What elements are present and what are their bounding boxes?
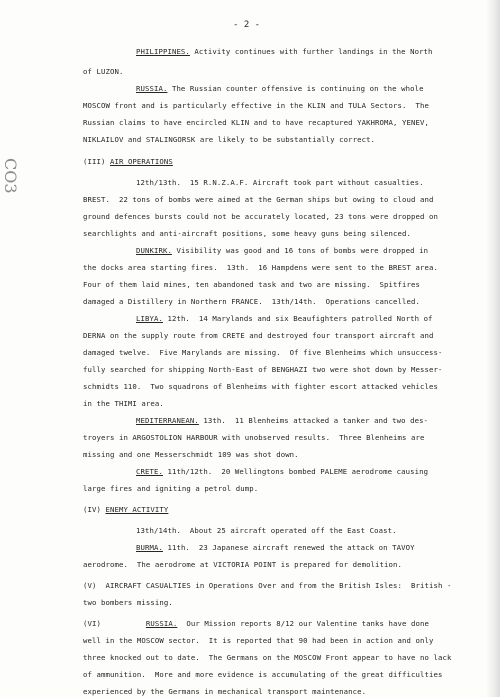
vi-line-2: well in the MOSCOW sector. It is reported that 90 had been in action and only [83, 636, 434, 645]
dunkirk-line-4: damaged a Distillery in Northern FRANCE. 13th/14th. Operations cancelled. [83, 297, 420, 306]
air-ops-heading-line [83, 157, 173, 166]
dunkirk-line-2: the docks area starting fires. 13th. 16 Hampdens were sent to the BREST area. [83, 263, 438, 272]
air-ops-line-1: 12th/13th. 15 R.N.Z.A.F. Aircraft took part without casualties. [136, 178, 424, 187]
mediterranean-heading: MEDITERRANEAN. [136, 416, 199, 425]
casualties-line-2: two bombers missing. [83, 598, 173, 607]
handwritten-margin-note: CO3 [1, 158, 20, 194]
vi-line-5: experienced by the Germans in mechanical transport maintenance. [83, 687, 367, 696]
vi-line-4: of ammunition. More and more evidence is accumulating of the great difficulties [83, 670, 443, 679]
philippines-text-1: Activity continues with further landings in the North [189, 47, 433, 56]
enemy-heading: ENEMY ACTIVITY [105, 505, 169, 514]
mediterranean-line-3: missing and one Messerschmidt 109 was shot down. [83, 450, 299, 459]
vi-line-1 [83, 619, 429, 628]
burma-line-1 [136, 543, 415, 552]
dunkirk-line-3: Four of them laid mines, ten abandoned task and two are missing. Spitfires [83, 280, 420, 289]
page-edge-shadow [486, 0, 500, 697]
russia-line-3: Russian claims to have encircled KLIN and to have recaptured YAKHROMA, YENEV, [83, 118, 429, 127]
crete-text-1: 11th/12th. 20 Wellingtons bombed PALEME aerodrome causing [162, 467, 429, 476]
russia-heading: RUSSIA. [136, 84, 168, 93]
russia-line-1 [136, 84, 424, 93]
vi-text-1: Our Mission reports 8/12 our Valentine tanks have done [177, 619, 429, 628]
vi-line-3: three knocked out to date. The Germans on the MOSCOW Front appear to have no lack [83, 653, 452, 662]
vi-russia-heading: RUSSIA. [145, 619, 178, 628]
vi-prefix: (VI) [83, 619, 146, 628]
philippines-line-1 [136, 47, 433, 56]
burma-heading: BURMA. [136, 543, 163, 552]
air-ops-line-3: ground defences bursts could not be accurately located, 23 tons were dropped on [83, 212, 438, 221]
enemy-heading-line [83, 505, 168, 514]
mediterranean-text-1: 13th. 11 Blenheims attacked a tanker and two des- [198, 416, 429, 425]
libya-line-1 [136, 314, 433, 323]
libya-line-3: damaged twelve. Five Marylands are missing. Of five Blenheims which unsuccess- [83, 348, 443, 357]
libya-line-4: fully searched for shipping North-East of BENGHAZI two were shot down by Messer- [83, 365, 443, 374]
casualties-line-1: (V) AIRCRAFT CASUALTIES in Operations Over and from the British Isles: British - [83, 581, 452, 590]
mediterranean-line-1 [136, 416, 428, 425]
crete-line-1 [136, 467, 428, 476]
crete-heading: CRETE. [136, 467, 163, 476]
dunkirk-heading: DUNKIRK. [136, 246, 172, 255]
air-ops-prefix: (III) [83, 157, 110, 166]
russia-line-4: NIKLAILOV and STALINGORSK are likely to be substantially correct. [83, 135, 376, 144]
page-number: - 2 - [233, 20, 261, 30]
dunkirk-text-1: Visibility was good and 16 tons of bombs were dropped in [171, 246, 429, 255]
libya-line-6: in the THIMI area. [83, 399, 164, 408]
libya-line-5: schmidts 110. Two squadrons of Blenheims with fighter escort attacked vehicles [83, 382, 438, 391]
air-ops-heading: AIR OPERATIONS [109, 157, 173, 166]
libya-line-2: DERNA on the supply route from CRETE and destroyed four transport aircraft and [83, 331, 434, 340]
air-ops-line-2: BREST. 22 tons of bombs were aimed at the German ships but owing to cloud and [83, 195, 434, 204]
enemy-line-1: 13th/14th. About 25 aircraft operated off the East Coast. [136, 526, 397, 535]
crete-line-2: large fires and igniting a petrol dump. [83, 484, 259, 493]
mediterranean-line-2: troyers in ARGOSTOLION HARBOUR with unobserved results. Three Blenheims are [83, 433, 425, 442]
burma-line-2: aerodrome. The aerodrome at VICTORIA POINT is prepared for demolition. [83, 560, 403, 569]
russia-line-2: MOSCOW front and is particularly effective in the KLIN and TULA Sectors. The [83, 101, 429, 110]
enemy-prefix: (IV) [83, 505, 106, 514]
libya-text-1: 12th. 14 Marylands and six Beaufighters patrolled North of [162, 314, 433, 323]
russia-text-1: The Russian counter offensive is continuing on the whole [167, 84, 424, 93]
burma-text-1: 11th. 23 Japanese aircraft renewed the attack on TAVOY [162, 543, 415, 552]
philippines-line-2: of LUZON. [83, 67, 124, 76]
libya-heading: LIBYA. [136, 314, 163, 323]
dunkirk-line-1 [136, 246, 428, 255]
air-ops-line-4: searchlights and anti-aircraft positions, some heavy guns being silenced. [83, 229, 411, 238]
philippines-heading: PHILIPPINES. [136, 47, 190, 56]
